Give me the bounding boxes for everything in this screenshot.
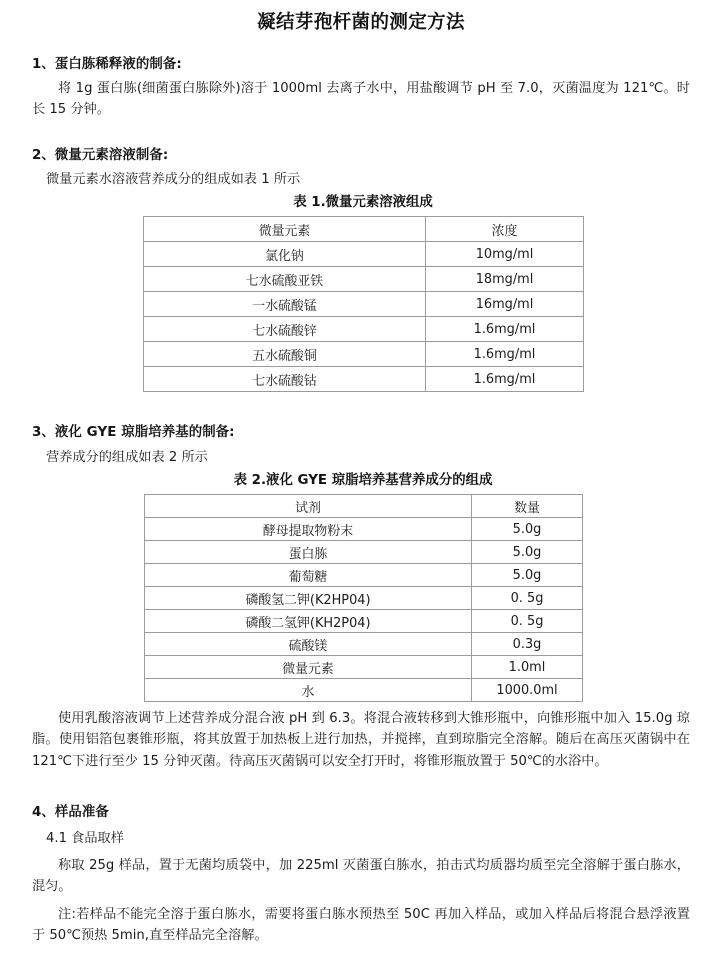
table-row — [145, 633, 583, 656]
table-cell-name: 磷酸氢二钾(K2HP04) — [145, 587, 472, 610]
table-cell-value: 0.3g — [472, 633, 583, 656]
table-row — [144, 317, 584, 342]
table-cell-name: 五水硫酸铜 — [144, 342, 426, 367]
table-row — [145, 541, 583, 564]
table-header-row — [144, 217, 584, 242]
section-4-body: 称取 25g 样品，置于无菌均质袋中，加 225ml 灭菌蛋白胨水，拍击式均质器均质至完全溶解于蛋白胨水，混匀。 — [32, 858, 690, 895]
table-cell-name: 硫酸镁 — [145, 633, 472, 656]
table-cell-name: 酵母提取物粉末 — [145, 518, 472, 541]
table-row — [145, 656, 583, 679]
section-1-heading: 1、蛋白胨稀释液的制备: — [32, 56, 182, 72]
table-cell-value: 1.0ml — [472, 656, 583, 679]
document-page — [0, 11, 726, 966]
table-row — [145, 564, 583, 587]
table-gye-medium — [144, 494, 583, 702]
table-1-col-header-element: 微量元素 — [144, 217, 426, 242]
table-cell-name: 七水硫酸钴 — [144, 367, 426, 392]
section-4-note: 注:若样品不能完全溶于蛋白胨水，需要将蛋白胨水预热至 50C 再加入样品，或加入样品后将混合悬浮液置于 50℃预热 5min,直至样品完全溶解。 — [32, 906, 690, 944]
table-cell-value: 1.6mg/ml — [426, 317, 584, 342]
table-trace-elements — [143, 216, 584, 392]
table-row — [144, 367, 584, 392]
table-2-caption: 表 2.液化 GYE 琼脂培养基营养成分的组成 — [233, 472, 493, 488]
table-cell-value: 18mg/ml — [426, 267, 584, 292]
table-cell-name: 磷酸二氢钾(KH2P04) — [145, 610, 472, 633]
section-3-heading: 3、液化 GYE 琼脂培养基的制备: — [32, 425, 235, 441]
table-cell-name: 葡萄糖 — [145, 564, 472, 587]
table-row — [144, 267, 584, 292]
table-cell-value: 16mg/ml — [426, 292, 584, 317]
table-cell-name: 蛋白胨 — [145, 541, 472, 564]
table-header-row — [145, 495, 583, 518]
section-2-intro: 微量元素水溶液营养成分的组成如表 1 所示 — [46, 171, 301, 187]
table-row — [145, 587, 583, 610]
table-cell-value: 1.6mg/ml — [426, 342, 584, 367]
table-1-col-header-concentration: 浓度 — [426, 217, 584, 242]
table-cell-value: 10mg/ml — [426, 242, 584, 267]
table-row — [145, 610, 583, 633]
table-cell-name: 微量元素 — [145, 656, 472, 679]
table-cell-value: 0. 5g — [472, 610, 583, 633]
table-cell-name: 一水硫酸锰 — [144, 292, 426, 317]
table-2-col-header-reagent: 试剂 — [145, 495, 472, 518]
section-3-intro: 营养成分的组成如表 2 所示 — [46, 449, 208, 465]
table-cell-value: 1000.0ml — [472, 679, 583, 702]
table-row — [144, 342, 584, 367]
table-cell-value: 5.0g — [472, 541, 583, 564]
table-cell-name: 水 — [145, 679, 472, 702]
table-cell-value: 5.0g — [472, 564, 583, 587]
page-title: 凝结芽孢杆菌的测定方法 — [257, 12, 465, 33]
table-row — [144, 292, 584, 317]
section-4-1-heading: 4.1 食品取样 — [46, 831, 124, 847]
table-cell-value: 5.0g — [472, 518, 583, 541]
section-3-body: 使用乳酸溶液调节上述营养成分混合液 pH 到 6.3。将混合液转移到大锥形瓶中，向锥形瓶中加入 15.0g 琼脂。使用铝箔包裹锥形瓶，将其放置于加热板上进行加热，并搅摔，直到琼脂完全溶解。随后在高压灭菌锅中在 121℃下进行至少 15 分钟灭菌。待高压灭菌锅可以安全打开时，将锥形瓶放置于 50℃的水浴中。 — [32, 711, 690, 769]
section-2-heading: 2、微量元素溶液制备: — [32, 147, 169, 163]
table-cell-value: 0. 5g — [472, 587, 583, 610]
table-row — [145, 679, 583, 702]
table-row — [144, 242, 584, 267]
table-cell-name: 氯化钠 — [144, 242, 426, 267]
table-cell-value: 1.6mg/ml — [426, 367, 584, 392]
table-2-col-header-quantity: 数量 — [472, 495, 583, 518]
table-cell-name: 七水硫酸锌 — [144, 317, 426, 342]
table-1-caption: 表 1.微量元素溶液组成 — [293, 195, 433, 211]
table-cell-name: 七水硫酸亚铁 — [144, 267, 426, 292]
section-1-body: 将 1g 蛋白胨(细菌蛋白胨除外)溶于 1000ml 去离子水中，用盐酸调节 pH 至 7.0，灭菌温度为 121℃。时长 15 分钟。 — [32, 81, 690, 118]
section-4-heading: 4、样品准备 — [32, 805, 109, 821]
table-row — [145, 518, 583, 541]
